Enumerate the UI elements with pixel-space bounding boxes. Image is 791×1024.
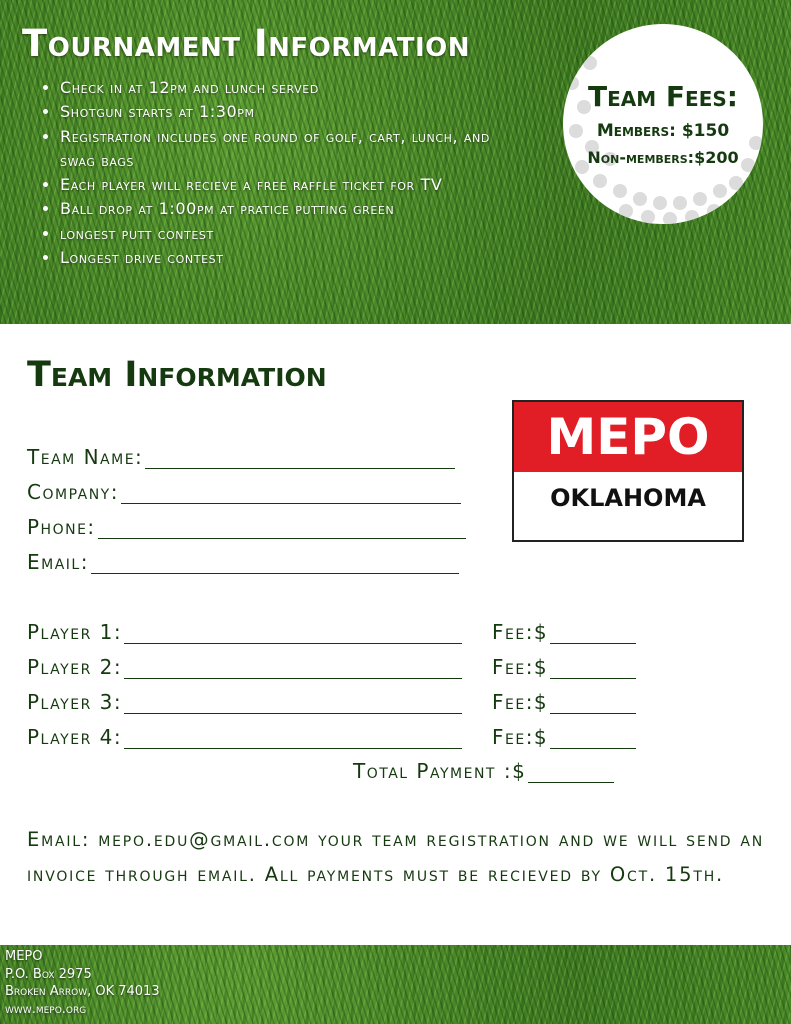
player-2-blank[interactable] <box>124 660 462 679</box>
list-item: • Registration includes one round of golf, cart, lunch, and swag bags <box>60 125 490 174</box>
player-4-label: Player 4: <box>27 725 123 749</box>
address-po-box: P.O. Box 2975 <box>5 966 92 982</box>
mailing-address <box>5 948 160 1018</box>
player-3-fee-field[interactable] <box>492 686 636 714</box>
team-name-field[interactable] <box>27 441 455 469</box>
player-2-fee-field[interactable] <box>492 651 636 679</box>
logo-region: OKLAHOMA <box>550 484 706 512</box>
player-1-label: Player 1: <box>27 620 123 644</box>
total-payment-blank[interactable] <box>528 764 614 783</box>
player-1-fee-blank[interactable] <box>550 625 636 644</box>
email-field[interactable] <box>27 546 459 574</box>
team-fees-title: Team Fees: <box>588 80 738 113</box>
email-label: Email: <box>27 550 89 574</box>
non-members-fee: Non-members:$200 <box>587 148 739 167</box>
list-item: • longest putt contest <box>60 222 490 246</box>
tournament-info-list <box>40 76 490 270</box>
address-org: MEPO <box>5 949 43 964</box>
email-blank[interactable] <box>91 555 459 574</box>
fee-label: Fee:$ <box>492 690 549 714</box>
list-item: • Ball drop at 1:00pm at pratice putting green <box>60 197 490 221</box>
list-item: • Shotgun starts at 1:30pm <box>60 100 490 124</box>
player-2-label: Player 2: <box>27 655 123 679</box>
tournament-info-title: Tournament Information <box>22 22 471 65</box>
player-3-field[interactable] <box>27 686 462 714</box>
company-field[interactable] <box>27 476 461 504</box>
phone-label: Phone: <box>27 515 96 539</box>
website-link[interactable]: www.mepo.org <box>5 1001 87 1017</box>
player-4-fee-blank[interactable] <box>550 730 636 749</box>
fee-label: Fee:$ <box>492 620 549 644</box>
total-payment-label: Total Payment :$ <box>353 759 527 783</box>
player-2-fee-blank[interactable] <box>550 660 636 679</box>
player-4-field[interactable] <box>27 721 462 749</box>
list-item: • Check in at 12pm and lunch served <box>60 76 490 100</box>
address-city: Broken Arrow, OK 74013 <box>5 984 160 999</box>
total-payment-field[interactable] <box>353 755 614 783</box>
phone-blank[interactable] <box>98 520 466 539</box>
team-info-title: Team Information <box>27 355 327 395</box>
player-3-blank[interactable] <box>124 695 462 714</box>
team-name-label: Team Name: <box>27 445 144 469</box>
company-blank[interactable] <box>121 485 461 504</box>
team-name-blank[interactable] <box>145 450 455 469</box>
fee-label: Fee:$ <box>492 655 549 679</box>
player-4-fee-field[interactable] <box>492 721 636 749</box>
fee-label: Fee:$ <box>492 725 549 749</box>
player-1-blank[interactable] <box>124 625 462 644</box>
logo-name: MEPO <box>514 402 742 472</box>
player-2-field[interactable] <box>27 651 462 679</box>
list-item: • Each player will recieve a free raffle ticket for TV <box>60 173 490 197</box>
player-1-field[interactable] <box>27 616 462 644</box>
list-item: • Longest drive contest <box>60 246 490 270</box>
player-4-blank[interactable] <box>124 730 462 749</box>
phone-field[interactable] <box>27 511 466 539</box>
player-1-fee-field[interactable] <box>492 616 636 644</box>
members-fee: Members: $150 <box>596 121 730 141</box>
golf-ball-icon <box>563 24 763 224</box>
company-label: Company: <box>27 480 119 504</box>
mepo-logo <box>512 400 744 542</box>
player-3-label: Player 3: <box>27 690 123 714</box>
registration-instructions: Email: mepo.edu@gmail.com your team registration and we will send an invoice through email. All payments must be recieved by Oct. 15th. <box>27 828 764 886</box>
player-3-fee-blank[interactable] <box>550 695 636 714</box>
